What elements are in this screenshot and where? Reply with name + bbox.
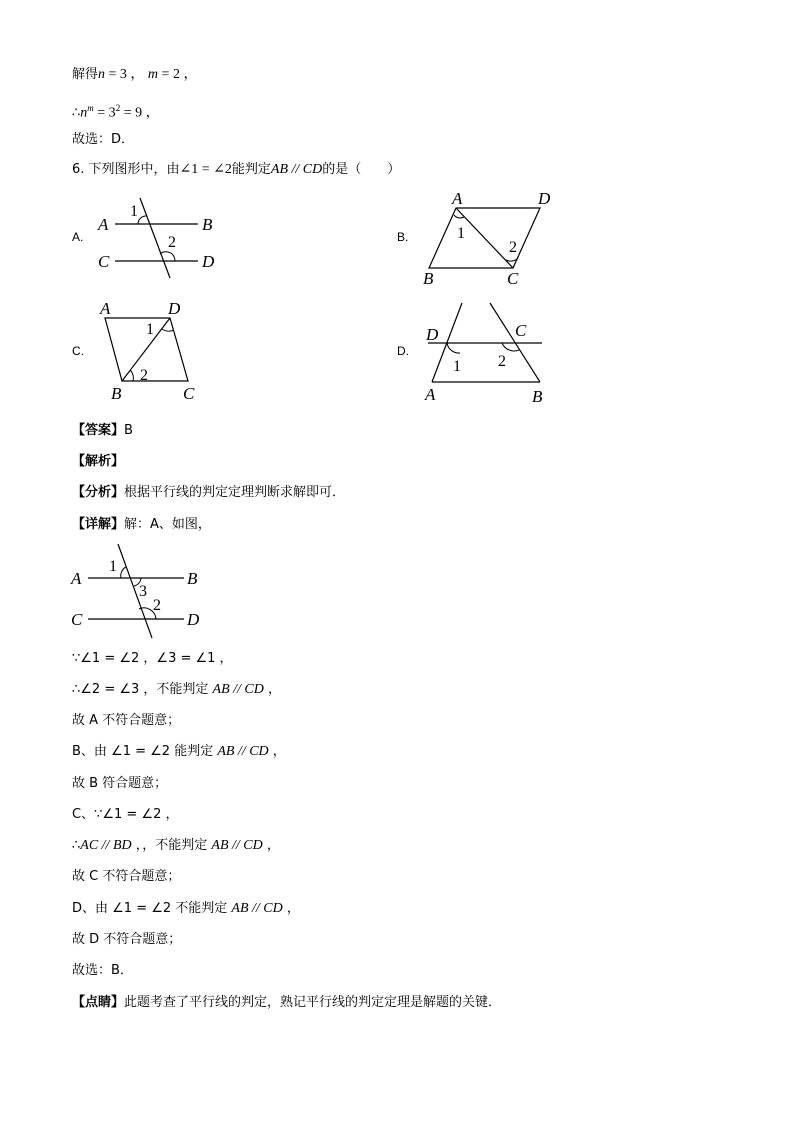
xiangjie-tag: 【详解】	[72, 517, 125, 532]
answer-tag: 【答案】	[72, 423, 125, 438]
text: ∴∠2 = ∠3 ，不能判定	[72, 682, 213, 697]
angle-3: 3	[139, 583, 147, 600]
point-b: B	[532, 387, 543, 406]
text: = 2 ，	[158, 67, 198, 82]
solution-line-4	[72, 743, 286, 761]
sup-m: m	[87, 103, 94, 113]
angle-2: 2	[498, 353, 506, 370]
prev-line-2	[72, 99, 160, 122]
point-a: A	[100, 299, 111, 318]
text: D、由 ∠1 = ∠2 不能判定	[72, 901, 232, 916]
point-b: B	[111, 384, 122, 403]
option-b-figure	[418, 186, 568, 286]
point-c: C	[183, 384, 195, 403]
text: 能判定	[231, 162, 271, 177]
var-n: n	[80, 105, 88, 121]
point-d: D	[202, 252, 215, 271]
dianjing-line	[72, 994, 501, 1012]
fenxi-line	[72, 484, 345, 502]
text: ，	[262, 838, 280, 853]
point-d: D	[187, 610, 200, 629]
point-c: C	[98, 252, 110, 271]
question-6-stem	[72, 161, 400, 179]
solution-line-9	[72, 900, 300, 918]
point-b: B	[202, 215, 213, 234]
angle-2: 2	[153, 597, 161, 614]
solution-line-2	[72, 681, 281, 699]
solution-line-7	[72, 837, 280, 855]
point-b: B	[187, 569, 198, 588]
option-b-label: B.	[397, 230, 409, 244]
var-m: m	[147, 67, 159, 82]
text: = 3	[93, 105, 116, 121]
condition: ∠1 = ∠2	[179, 162, 232, 177]
text: ，，不能判定	[131, 838, 212, 853]
text: ，	[268, 744, 286, 759]
option-a-label: A.	[72, 230, 84, 244]
sup-2: 2	[115, 103, 121, 113]
math: AB // CD	[231, 901, 283, 916]
math: AB // CD	[212, 682, 264, 697]
point-d: D	[426, 325, 439, 344]
analysis-tag: 【解析】	[72, 454, 125, 469]
angle-1: 1	[457, 225, 465, 242]
var-n: n	[98, 67, 106, 82]
fenxi-tag: 【分析】	[72, 485, 125, 500]
angle-2: 2	[168, 234, 176, 251]
question-number: 6.	[72, 162, 85, 177]
option-d-label: D.	[397, 344, 409, 358]
solution-line-1: ∵∠1 = ∠2 ，∠3 = ∠1 ，	[72, 651, 233, 666]
option-c-figure	[95, 298, 210, 406]
option-d-figure	[420, 298, 560, 408]
text: ∴	[72, 838, 81, 853]
angle-1: 1	[453, 358, 461, 375]
text: 下列图形中，由	[84, 162, 180, 177]
math: AC // BD	[80, 838, 132, 853]
option-c-label: C.	[72, 344, 84, 358]
text: 的是（ ）	[322, 162, 401, 177]
solution-line-11: 故选：B．	[72, 963, 133, 978]
option-a-figure	[90, 190, 230, 285]
xiangjie-line	[72, 516, 211, 534]
angle-1: 1	[146, 321, 154, 338]
angle-2: 2	[140, 367, 148, 384]
analysis-figure	[66, 540, 211, 642]
fenxi-text: 根据平行线的判定定理判断求解即可．	[124, 485, 346, 500]
solution-line-5: 故 B 符合题意；	[72, 776, 168, 791]
text: ，	[263, 682, 282, 697]
dianjing-text: 此题考查了平行线的判定，熟记平行线的判定定理是解题的关键．	[124, 995, 502, 1010]
solution-line-6: C、∵∠1 = ∠2 ，	[72, 807, 179, 822]
point-c: C	[515, 321, 527, 340]
prev-line-3: 故选：D．	[72, 132, 135, 147]
answer-line	[72, 422, 133, 440]
text: ，	[282, 901, 300, 916]
point-a: A	[452, 189, 463, 208]
text: 解得	[72, 67, 99, 82]
prev-line-1	[72, 66, 197, 84]
math: AB // CD	[217, 744, 269, 759]
text: = 3 ，	[105, 67, 148, 82]
math: AB // CD	[211, 838, 263, 853]
point-b: B	[423, 269, 434, 288]
point-a: A	[71, 569, 82, 588]
angle-2: 2	[509, 239, 517, 256]
angle-1: 1	[130, 203, 138, 220]
dianjing-tag: 【点睛】	[72, 995, 125, 1010]
solution-line-10: 故 D 不符合题意；	[72, 932, 182, 947]
text: B、由 ∠1 = ∠2 能判定	[72, 744, 218, 759]
point-d: D	[168, 299, 181, 318]
point-d: D	[538, 189, 551, 208]
solution-line-8: 故 C 不符合题意；	[72, 869, 181, 884]
point-a: A	[425, 385, 436, 404]
angle-1: 1	[109, 558, 117, 575]
answer-value: B	[124, 423, 133, 438]
therefore-symbol: ∴	[72, 105, 81, 121]
point-c: C	[507, 269, 519, 288]
target: AB // CD	[270, 162, 323, 177]
point-c: C	[71, 610, 83, 629]
text: = 9 ，	[120, 105, 160, 121]
xiangjie-text: 解：A、如图，	[124, 517, 211, 532]
solution-line-3: 故 A 不符合题意；	[72, 713, 181, 728]
point-a: A	[98, 215, 109, 234]
